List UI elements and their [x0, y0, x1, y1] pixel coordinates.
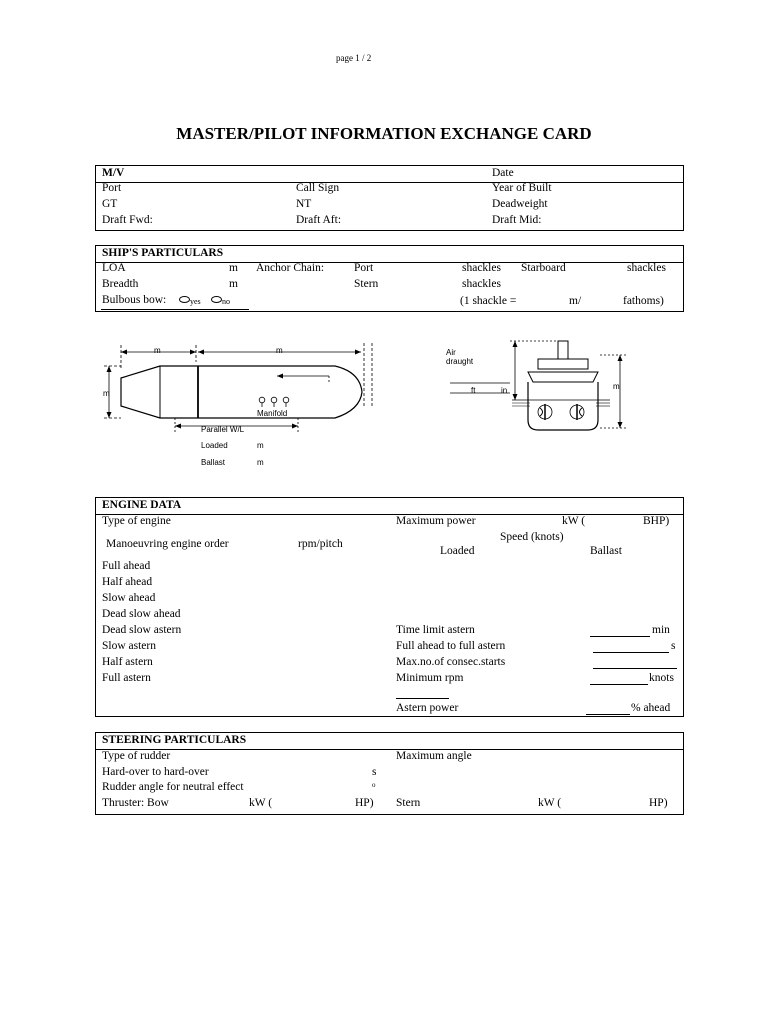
- draft-fwd-label: Draft Fwd:: [102, 214, 153, 226]
- no-label: no: [222, 297, 230, 306]
- min-rpm-label: Minimum rpm: [396, 672, 464, 684]
- in-label: in: [501, 386, 508, 395]
- starboard-label: Starboard: [521, 262, 566, 274]
- mv-label: M/V: [102, 167, 125, 179]
- shackles-label: shackles: [627, 262, 666, 274]
- rudder-neutral-label: Rudder angle for neutral effect: [102, 781, 244, 793]
- breadth-label: Breadth: [102, 278, 139, 290]
- thruster-stern-label: Stern: [396, 797, 421, 809]
- manifold-label: Manifold: [257, 409, 288, 418]
- shackle-fathoms: fathoms): [623, 295, 664, 307]
- max-power-label: Maximum power: [396, 515, 476, 527]
- dim-label-m: m: [613, 382, 620, 391]
- page-number: page 1 / 2: [336, 53, 372, 63]
- speed-label: Speed (knots): [500, 531, 564, 543]
- order-half-ahead: Half ahead: [102, 576, 153, 588]
- shackle-definition: (1 shackle =: [460, 295, 517, 307]
- min-unit: min: [652, 624, 670, 636]
- year-built-label: Year of Built: [492, 182, 552, 194]
- ballast-speed-label: Ballast: [590, 545, 622, 557]
- max-starts-label: Max.no.of consec.starts: [396, 656, 506, 668]
- knots-unit: knots: [649, 672, 674, 684]
- draft-mid-label: Draft Mid:: [492, 214, 542, 226]
- manoeuvring-label: Manoeuvring engine order: [106, 538, 229, 550]
- max-angle-label: Maximum angle: [396, 750, 472, 762]
- full-to-full-label: Full ahead to full astern: [396, 640, 506, 652]
- kw-label: kW (: [562, 515, 586, 527]
- steering-box: [95, 732, 684, 815]
- anchor-port-label: Port: [354, 262, 374, 274]
- loaded-label: Loaded: [201, 441, 228, 450]
- bow-kw-label: kW (: [249, 797, 273, 809]
- propeller-icon: [538, 404, 552, 420]
- order-full-astern: Full astern: [102, 672, 151, 684]
- order-half-astern: Half astern: [102, 656, 153, 668]
- seconds-unit: s: [671, 640, 676, 652]
- call-sign-label: Call Sign: [296, 182, 340, 194]
- bow-hp-label: HP): [355, 797, 374, 809]
- dim-label-m: m: [276, 346, 283, 355]
- gt-label: GT: [102, 198, 118, 210]
- rudder-type-label: Type of rudder: [102, 750, 171, 762]
- ahead-unit: % ahead: [631, 702, 671, 714]
- dim-label-m: m: [154, 346, 161, 355]
- astern-power-label: Astern power: [396, 702, 459, 714]
- engine-type-label: Type of engine: [102, 515, 171, 527]
- order-dead-slow-astern: Dead slow astern: [102, 624, 182, 636]
- anchor-stern-label: Stern: [354, 278, 379, 290]
- degree-unit: o: [372, 781, 376, 789]
- nt-label: NT: [296, 198, 312, 210]
- order-slow-astern: Slow astern: [102, 640, 156, 652]
- yes-label: yes: [190, 297, 201, 306]
- page-title: MASTER/PILOT INFORMATION EXCHANGE CARD: [176, 124, 592, 143]
- stern-hp-label: HP): [649, 797, 668, 809]
- shackles-label: shackles: [462, 262, 501, 274]
- breadth-unit: m: [229, 278, 238, 290]
- time-limit-label: Time limit astern: [396, 624, 475, 636]
- thruster-bow-label: Thruster: Bow: [102, 797, 169, 809]
- order-dead-slow-ahead: Dead slow ahead: [102, 608, 181, 620]
- air-label: Air: [446, 348, 456, 357]
- hard-over-label: Hard-over to hard-over: [102, 766, 209, 778]
- ft-label: ft: [471, 386, 476, 395]
- order-slow-ahead: Slow ahead: [102, 592, 156, 604]
- engine-data-box: [95, 497, 684, 717]
- loaded-speed-label: Loaded: [440, 545, 475, 557]
- propeller-icon: [570, 404, 584, 420]
- loa-label: LOA: [102, 262, 126, 274]
- engine-header: ENGINE DATA: [102, 499, 182, 511]
- draft-aft-label: Draft Aft:: [296, 214, 342, 226]
- shackle-meters: m/: [569, 295, 582, 307]
- deadweight-label: Deadweight: [492, 198, 548, 210]
- date-label: Date: [492, 167, 514, 179]
- loa-unit: m: [229, 262, 238, 274]
- order-full-ahead: Full ahead: [102, 560, 151, 572]
- hard-over-unit: s: [372, 766, 377, 778]
- particulars-header: SHIP'S PARTICULARS: [102, 247, 224, 259]
- rpm-pitch-label: rpm/pitch: [298, 538, 343, 550]
- parallel-wl-label: Parallel W/L: [201, 425, 245, 434]
- loaded-unit: m: [257, 441, 264, 450]
- steering-header: STEERING PARTICULARS: [102, 734, 247, 746]
- shackles-label: shackles: [462, 278, 501, 290]
- draught-label: draught: [446, 357, 474, 366]
- manifold-icon: [259, 397, 289, 407]
- bulbous-bow-label: Bulbous bow:: [102, 294, 167, 306]
- bhp-label: BHP): [643, 515, 670, 527]
- ballast-unit: m: [257, 458, 264, 467]
- stern-kw-label: kW (: [538, 797, 562, 809]
- ballast-label: Ballast: [201, 458, 226, 467]
- dim-label-m: m: [103, 389, 110, 398]
- anchor-chain-label: Anchor Chain:: [256, 262, 325, 274]
- port-label: Port: [102, 182, 122, 194]
